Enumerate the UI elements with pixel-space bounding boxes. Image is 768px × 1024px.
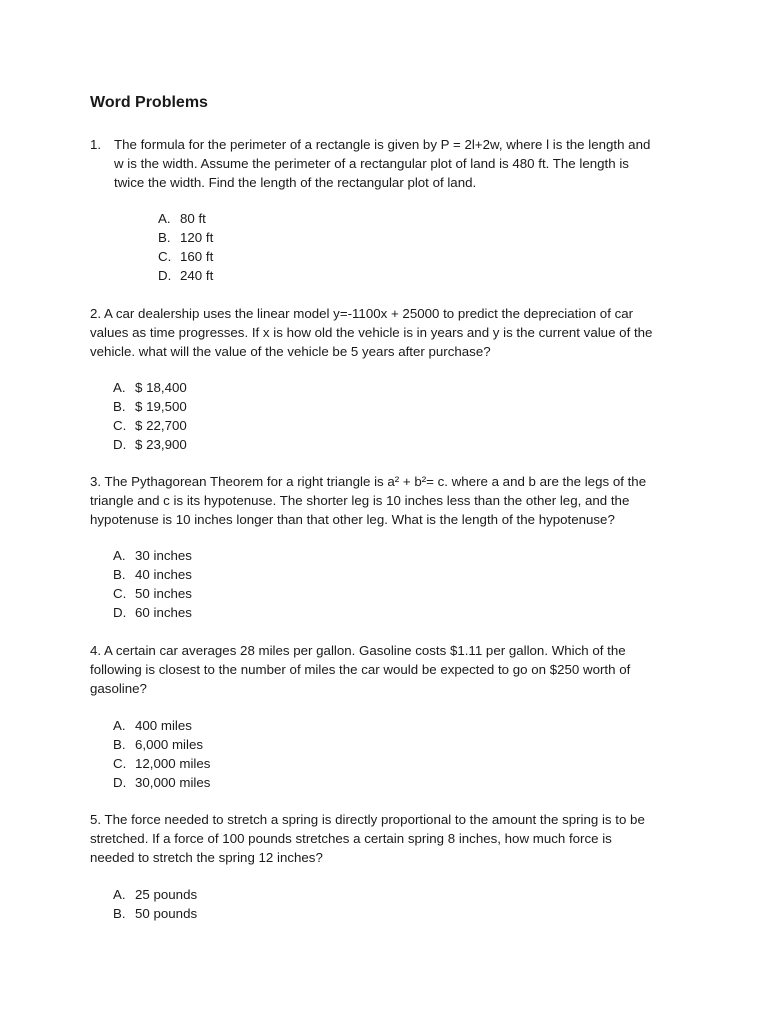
option-d <box>113 435 187 454</box>
option-c <box>158 247 213 266</box>
option-letter: B. <box>113 399 126 414</box>
option-b <box>113 565 192 584</box>
option-a <box>113 716 210 735</box>
question-1-line-2: w is the width. Assume the perimeter of a rectangular plot of land is 480 ft. The length is <box>114 156 629 171</box>
question-2-options <box>113 378 187 454</box>
question-5-options <box>113 885 197 923</box>
option-letter: A. <box>113 718 126 733</box>
option-a <box>113 546 192 565</box>
option-text: 240 ft <box>180 268 214 283</box>
option-a <box>113 378 187 397</box>
option-text: 80 ft <box>180 211 206 226</box>
option-letter: B. <box>158 230 171 245</box>
option-b <box>113 904 197 923</box>
option-text: 12,000 miles <box>135 756 211 771</box>
question-3-text <box>90 472 646 529</box>
question-4-line-1: 4. A certain car averages 28 miles per gallon. Gasoline costs $1.11 per gallon. Which of the <box>90 643 626 658</box>
option-c <box>113 416 187 435</box>
option-letter: D. <box>113 605 127 620</box>
option-letter: D. <box>113 437 127 452</box>
question-4-text <box>90 641 630 698</box>
option-letter: A. <box>113 548 126 563</box>
option-text: 160 ft <box>180 249 214 264</box>
question-3-options <box>113 546 192 622</box>
option-text: $ 19,500 <box>135 399 187 414</box>
option-d <box>113 773 210 792</box>
question-1-line-3: twice the width. Find the length of the rectangular plot of land. <box>114 175 477 190</box>
question-4-line-3: gasoline? <box>90 681 147 696</box>
question-2-line-1: 2. A car dealership uses the linear model y=-1100x + 25000 to predict the depreciation of car <box>90 306 634 321</box>
option-b <box>158 228 213 247</box>
option-letter: C. <box>158 249 172 264</box>
option-text: 6,000 miles <box>135 737 203 752</box>
question-5-line-1: 5. The force needed to stretch a spring is directly proportional to the amount the spring is to be <box>90 812 645 827</box>
question-1-line-1: The formula for the perimeter of a rectangle is given by P = 2l+2w, where l is the length and <box>114 137 651 152</box>
option-text: $ 18,400 <box>135 380 187 395</box>
question-5-line-2: stretched. If a force of 100 pounds stretches a certain spring 8 inches, how much force is <box>90 831 612 846</box>
option-text: 50 pounds <box>135 906 198 921</box>
option-letter: B. <box>113 906 126 921</box>
option-text: 60 inches <box>135 605 192 620</box>
option-letter: C. <box>113 418 127 433</box>
question-2-text <box>90 304 652 361</box>
option-text: $ 23,900 <box>135 437 187 452</box>
question-2-line-3: vehicle. what will the value of the vehicle be 5 years after purchase? <box>90 344 491 359</box>
question-2-line-2: values as time progresses. If x is how old the vehicle is in years and y is the current value of the <box>90 325 653 340</box>
question-3-line-1: 3. The Pythagorean Theorem for a right triangle is a² + b²= c. where a and b are the legs of the <box>90 474 647 489</box>
question-4-line-2: following is closest to the number of miles the car would be expected to go on $250 worth of <box>90 662 631 677</box>
option-letter: C. <box>113 756 127 771</box>
option-text: 30 inches <box>135 548 192 563</box>
option-c <box>113 584 192 603</box>
option-b <box>113 735 210 754</box>
question-5-text <box>90 810 645 867</box>
question-5-line-3: needed to stretch the spring 12 inches? <box>90 850 323 865</box>
option-text: 30,000 miles <box>135 775 211 790</box>
option-letter: C. <box>113 586 127 601</box>
option-c <box>113 754 210 773</box>
option-text: 40 inches <box>135 567 192 582</box>
option-letter: B. <box>113 737 126 752</box>
option-letter: A. <box>113 380 126 395</box>
option-letter: D. <box>113 775 127 790</box>
question-1-text <box>114 135 650 192</box>
option-letter: A. <box>113 887 126 902</box>
option-b <box>113 397 187 416</box>
option-letter: A. <box>158 211 171 226</box>
question-3-line-3: hypotenuse is 10 inches longer than that other leg. What is the length of the hypotenuse? <box>90 512 615 527</box>
question-1-number: 1. <box>90 137 102 152</box>
option-a <box>113 885 197 904</box>
question-4-options <box>113 716 210 792</box>
option-text: 50 inches <box>135 586 192 601</box>
question-1-options <box>158 209 213 285</box>
option-text: 25 pounds <box>135 887 198 902</box>
option-text: 120 ft <box>180 230 214 245</box>
option-d <box>158 266 213 285</box>
option-text: $ 22,700 <box>135 418 187 433</box>
option-text: 400 miles <box>135 718 192 733</box>
option-letter: D. <box>158 268 172 283</box>
question-3-line-2: triangle and c is its hypotenuse. The shorter leg is 10 inches less than the other leg, and the <box>90 493 630 508</box>
page-title: Word Problems <box>90 94 208 111</box>
option-a <box>158 209 213 228</box>
option-letter: B. <box>113 567 126 582</box>
option-d <box>113 603 192 622</box>
